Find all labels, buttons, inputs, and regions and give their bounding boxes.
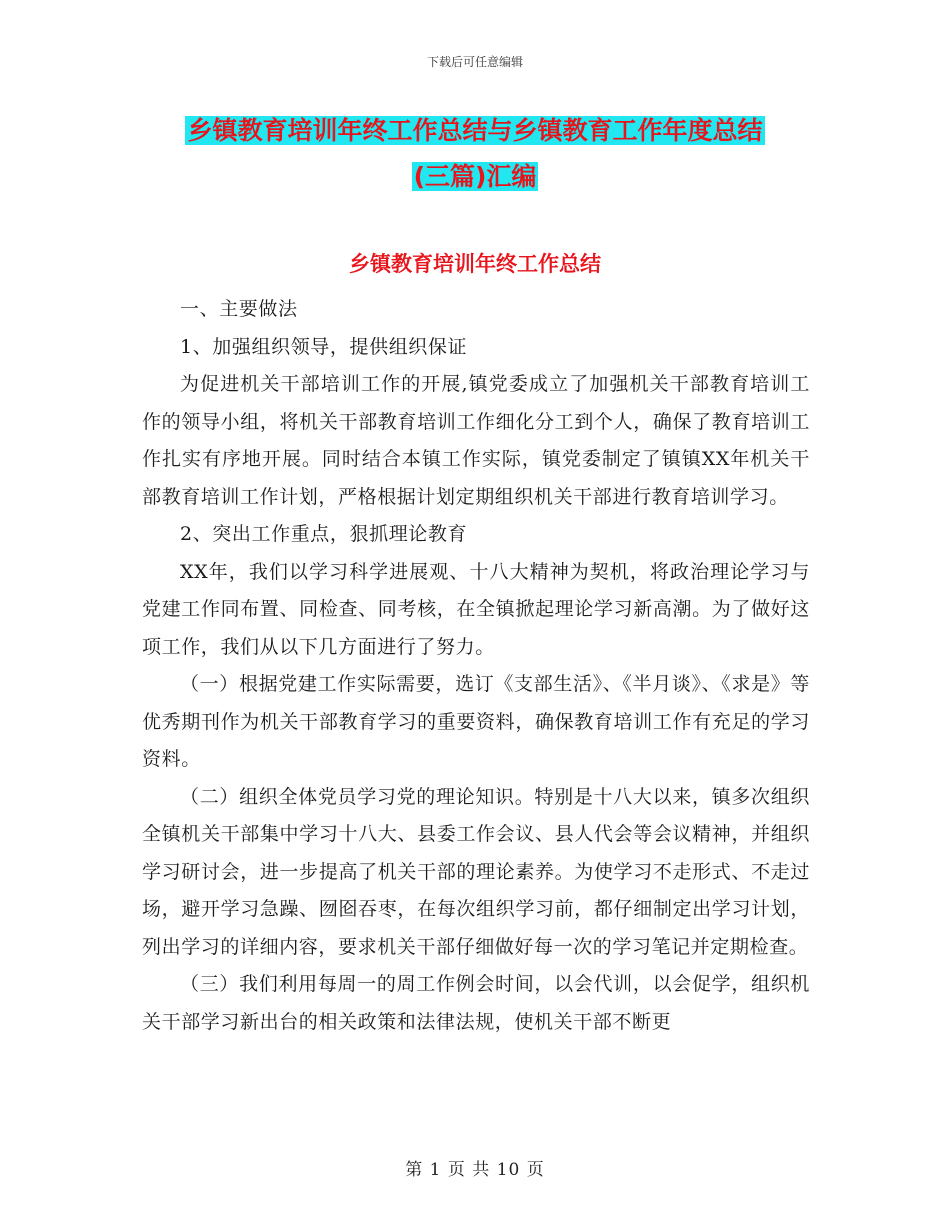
section-title: 乡镇教育培训年终工作总结: [349, 252, 601, 276]
paragraph: （二）组织全体党员学习党的理论知识。特别是十八大以来，镇多次组织全镇机关干部集中学习十八大、县委工作会议、县人代会等会议精神，并组织学习研讨会，进一步提高了机关干部的理论素养。为使学习不走形式、不走过场，避开学习急躁、囫囵吞枣，在每次组织学习前，都仔细制定出学习计划，列出学习的详细内容，要求机关干部仔细做好每一次的学习笔记并定期检查。: [142, 785, 810, 958]
paragraph: 为促进机关干部培训工作的开展,镇党委成立了加强机关干部教育培训工作的领导小组，将机关干部教育培训工作细化分工到个人，确保了教育培训工作扎实有序地开展。同时结合本镇工作实际，镇党委制定了镇镇XX年机关干部教育培训工作计划，严格根据计划定期组织机关干部进行教育培训学习。: [142, 373, 810, 508]
document-title-line2: (三篇)汇编: [413, 162, 537, 191]
paragraph: （三）我们利用每周一的周工作例会时间，以会代训，以会促学，组织机关干部学习新出台的相关政策和法律法规，使机关干部不断更: [142, 973, 810, 1033]
paragraph: XX年，我们以学习科学进展观、十八大精神为契机，将政治理论学习与党建工作同布置、同检查、同考核，在全镇掀起理论学习新高潮。为了做好这项工作，我们从以下几方面进行了努力。: [142, 560, 810, 658]
header-note: 下载后可任意编辑: [426, 55, 523, 69]
body-text: [142, 291, 810, 1041]
paragraph: （一）根据党建工作实际需要，选订《支部生活》、《半月谈》、《求是》等优秀期刊作为机关干部教育学习的重要资料，确保教育培训工作有充足的学习资料。: [142, 673, 810, 770]
paragraph-heading-2: 2、突出工作重点，狠抓理论教育: [180, 523, 468, 545]
document-title-line1: 乡镇教育培训年终工作总结与乡镇教育工作年度总结: [187, 116, 763, 145]
paragraph-heading-1: 1、加强组织领导，提供组织保证: [180, 335, 468, 358]
document-title: [140, 108, 810, 200]
paragraph-heading-main-practices: 一、主要做法: [180, 298, 298, 320]
page-footer: 第 1 页 共 10 页: [405, 1160, 545, 1180]
